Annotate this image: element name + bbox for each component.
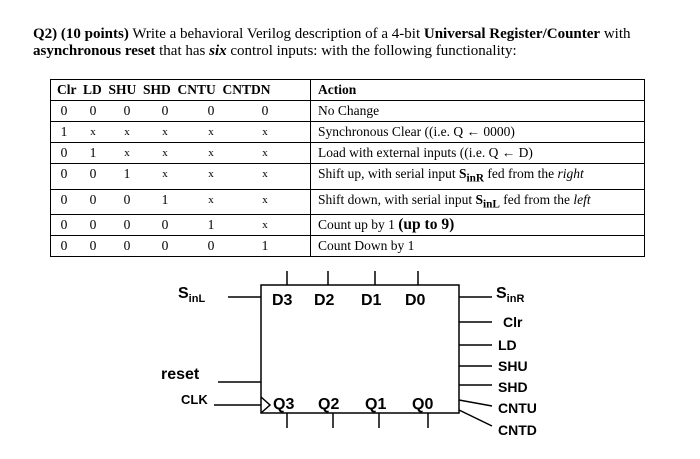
- input-cntu: x: [208, 126, 214, 138]
- sinr-subscript: inR: [506, 293, 525, 306]
- reset-label: reset: [161, 366, 200, 383]
- d1-label: D1: [361, 292, 382, 309]
- action-header: Action: [311, 80, 645, 101]
- action-text: fed from the: [484, 166, 558, 181]
- input-cntu: x: [208, 147, 214, 159]
- q2-label: Q2: [318, 396, 340, 413]
- table-row: [51, 143, 645, 164]
- clk-label: CLK: [181, 392, 208, 407]
- question-text-part-1: Write a behavioral Verilog description of a 4-bit: [128, 26, 424, 42]
- input-cntdn: 1: [261, 238, 269, 254]
- input-cntu: x: [208, 193, 214, 206]
- d3-label: D3: [272, 292, 293, 309]
- question-text-part-4: control inputs: with the following functionality:: [226, 43, 517, 59]
- input-shd: 0: [161, 238, 169, 254]
- question-text: [33, 26, 683, 60]
- input-cntdn: 0: [261, 103, 269, 118]
- table-row: [51, 215, 645, 236]
- input-clr: 0: [60, 103, 68, 118]
- input-ld: 0: [89, 166, 97, 181]
- input-clr: 0: [60, 145, 68, 160]
- row-inputs: [51, 143, 311, 164]
- input-cntdn: x: [262, 126, 268, 138]
- d2-label: D2: [314, 292, 335, 309]
- action-direction: left: [573, 191, 591, 207]
- input-shd: 0: [161, 103, 169, 118]
- input-cntu: 1: [207, 217, 215, 233]
- serial-input-subscript: inR: [466, 172, 485, 185]
- row-inputs: [51, 236, 311, 257]
- action-text: fed from the: [499, 191, 574, 207]
- table-row: [51, 189, 645, 215]
- question-emphasis: six: [209, 43, 227, 59]
- input-shu: 0: [123, 191, 131, 207]
- question-text-part-3: that has: [155, 43, 210, 59]
- row-inputs: [51, 101, 311, 122]
- input-cntdn: x: [262, 168, 268, 180]
- input-ld: 1: [89, 145, 97, 160]
- action-text: Count up by 1: [318, 217, 399, 233]
- clr-label: Clr: [503, 314, 523, 330]
- input-ld: x: [90, 126, 96, 138]
- input-cntdn: x: [262, 193, 268, 206]
- q3-label: Q3: [273, 396, 295, 413]
- row-inputs: [51, 215, 311, 236]
- row-action: [311, 164, 645, 190]
- input-shd: x: [162, 168, 168, 180]
- input-shu: 1: [123, 166, 131, 181]
- input-shu: 0: [123, 217, 131, 233]
- table-header-row: [51, 80, 645, 101]
- sinr-label: [496, 285, 524, 305]
- input-clr: 0: [60, 191, 68, 207]
- input-shd: 1: [161, 191, 169, 207]
- shu-label: SHU: [498, 358, 528, 374]
- table-row: [51, 101, 645, 122]
- truth-table: [50, 79, 645, 257]
- row-inputs: [51, 189, 311, 215]
- input-clr: 0: [60, 217, 68, 233]
- question-bold-2: asynchronous reset: [33, 43, 156, 59]
- input-cntdn: x: [262, 147, 268, 159]
- q0-label: Q0: [412, 396, 434, 413]
- input-shd: x: [162, 126, 168, 138]
- input-shu: x: [124, 126, 130, 138]
- input-cntu: 0: [207, 238, 215, 254]
- shd-label: SHD: [498, 379, 528, 395]
- input-shu: x: [124, 147, 130, 159]
- sinl-symbol: S: [178, 285, 189, 302]
- sinl-subscript: inL: [188, 293, 206, 306]
- input-clr: 0: [60, 166, 68, 181]
- row-inputs: [51, 122, 311, 143]
- action-direction: right: [557, 166, 584, 181]
- input-shd: x: [162, 147, 168, 159]
- serial-input-symbol: S: [475, 191, 484, 207]
- diagram-labels: [0, 268, 700, 459]
- table-row: [51, 236, 645, 257]
- ld-label: LD: [498, 337, 517, 353]
- question-points: (10 points): [60, 26, 129, 42]
- input-shu: 0: [123, 238, 131, 254]
- row-action: No Change: [311, 101, 645, 122]
- input-cntu: x: [208, 168, 214, 180]
- input-ld: 0: [89, 217, 97, 233]
- sinr-symbol: S: [496, 285, 507, 302]
- input-clr: 0: [60, 238, 68, 254]
- input-shu: 0: [123, 103, 131, 118]
- row-action: Synchronous Clear ((i.e. Q ← 0000): [311, 122, 645, 143]
- inputs-header: Clr LD SHU SHD CNTU CNTDN: [51, 80, 311, 101]
- input-ld: 0: [89, 238, 97, 254]
- sinl-label: [178, 285, 205, 305]
- table-row: [51, 122, 645, 143]
- question-text-part-2: with: [600, 26, 631, 42]
- q1-label: Q1: [365, 396, 387, 413]
- table-row: [51, 164, 645, 190]
- question-bold-1: Universal Register/Counter: [423, 26, 601, 42]
- count-limit: (up to 9): [398, 216, 455, 234]
- row-action: Load with external inputs ((i.e. Q ← D): [311, 143, 645, 164]
- cntd-label: CNTD: [498, 422, 537, 438]
- input-cntdn: x: [262, 219, 268, 232]
- serial-input-symbol: S: [459, 166, 467, 181]
- input-cntu: 0: [207, 103, 215, 118]
- d0-label: D0: [405, 292, 426, 309]
- row-action: Count Down by 1: [311, 236, 645, 257]
- input-shd: 0: [161, 217, 169, 233]
- input-clr: 1: [60, 124, 68, 139]
- input-ld: 0: [89, 103, 97, 118]
- cntu-label: CNTU: [498, 400, 537, 416]
- action-text: Shift up, with serial input: [318, 166, 459, 181]
- row-inputs: [51, 164, 311, 190]
- action-text: Shift down, with serial input: [318, 191, 476, 207]
- question-number: Q2): [33, 26, 58, 42]
- row-action: [311, 215, 645, 236]
- input-ld: 0: [89, 191, 97, 207]
- row-action: [311, 189, 645, 215]
- serial-input-subscript: inL: [483, 198, 500, 211]
